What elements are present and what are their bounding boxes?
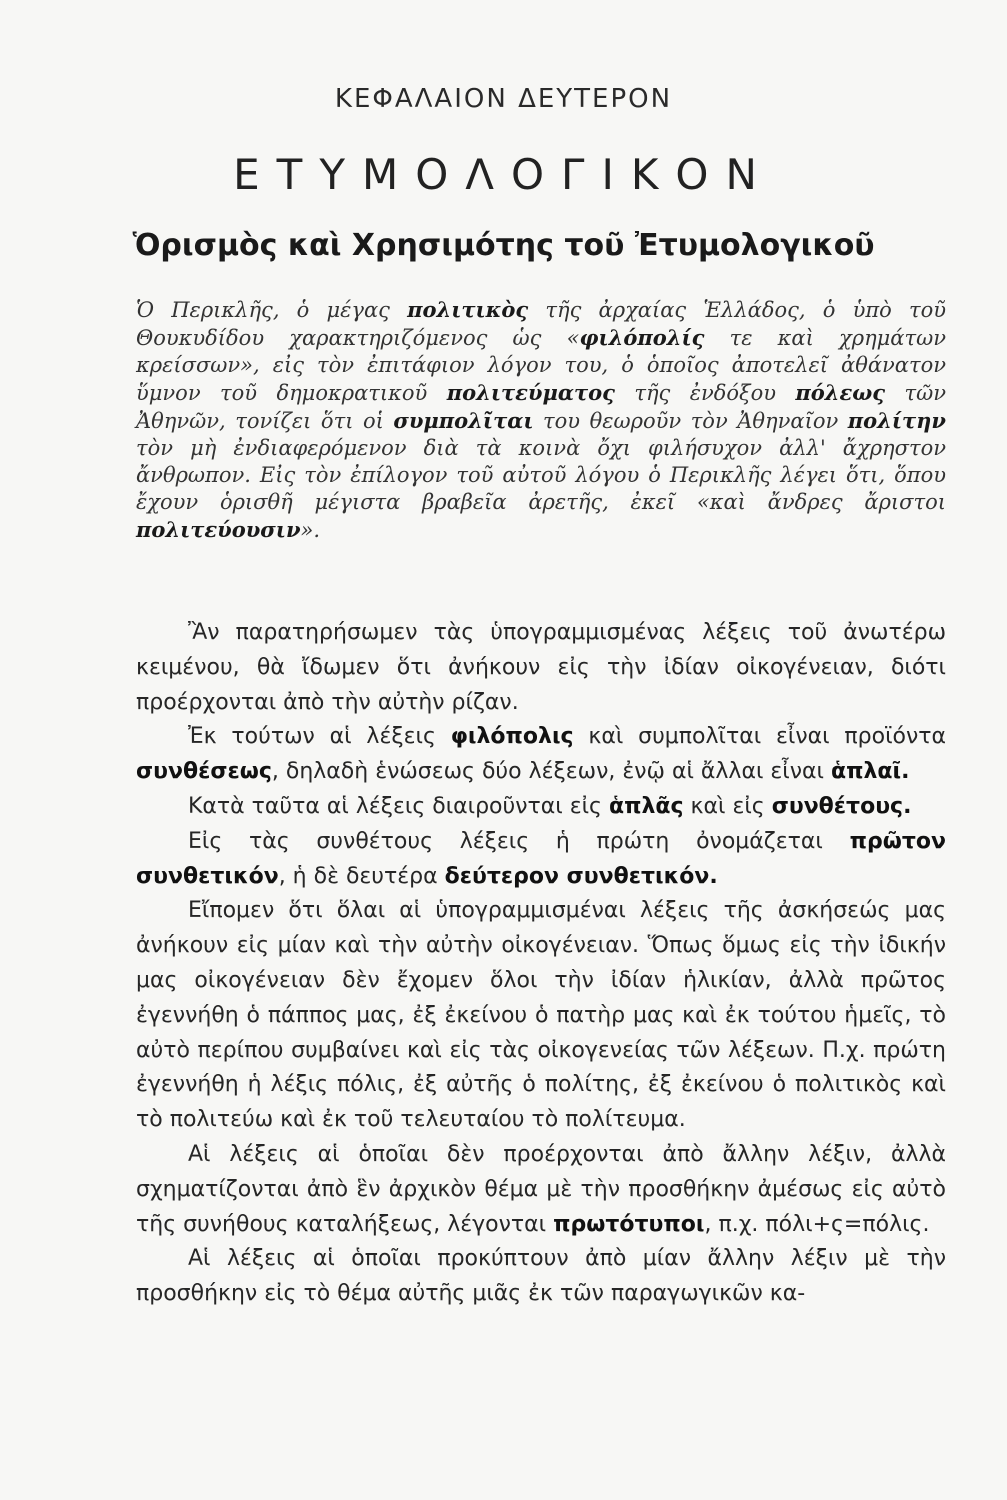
section-subtitle: Ὁρισμὸς καὶ Χρησιμότης τοῦ Ἐτυμολογικοῦ [132, 228, 875, 263]
pericles-quote-paragraph: Ὁ Περικλῆς, ὁ μέγας πολιτικὸς τῆς ἀρχαίας Ἑλλάδος, ὁ ὑπὸ τοῦ Θουκυδίδου χαρακτηριζόμενος ὡς «φιλόπολίς τε καὶ χρημάτων κρείσσων», εἰς τὸν ἐπιτάφιον λόγον του, ὁ ὁποῖος ἀποτελεῖ ἀθάνατον ὕμνον τοῦ δημοκρατικοῦ πολιτεύματος τῆς ἐνδόξου πόλεως τῶν Ἀθηνῶν, τονίζει ὅτι οἱ συμπολῖται του θεωροῦν τὸν Ἀθηναῖον πολίτην τὸν μὴ ἐνδιαφερόμενον διὰ τὰ κοινὰ ὄχι φιλήσυχον ἀλλ' ἄχρηστον ἄνθρωπον. Εἰς τὸν ἐπίλογον τοῦ αὐτοῦ λόγου ὁ Περικλῆς λέγει ὅτι, ὅπου ἔχουν ὁρισθῆ μέγιστα βραβεῖα ἀρετῆς, ἐκεῖ «καὶ ἄνδρες ἄριστοι πολιτεύουσιν». [136, 297, 946, 542]
highlighted-word: πολίτην [847, 408, 946, 433]
highlighted-word: πολιτεύουσιν [136, 517, 301, 542]
paragraph-7: Αἱ λέξεις αἱ ὁποῖαι προκύπτουν ἀπὸ μίαν ἄλλην λέξιν μὲ τὴν προσθήκην εἰς τὸ θέμα αὐτῆς μιᾶς ἐκ τῶν παραγωγικῶν κα- [136, 1246, 946, 1307]
highlighted-word: πολιτικὸς [407, 297, 529, 322]
paragraph-1: Ἂν παρατηρήσωμεν τὰς ὑπογραμμισμένας λέξεις τοῦ ἀνωτέρω κειμένου, θὰ ἴδωμεν ὅτι ἀνήκουν εἰς τὴν ἰδίαν οἰκογένειαν, διότι προέρχονται ἀπὸ τὴν αὐτὴν ρίζαν. [136, 620, 946, 715]
highlighted-word: συμπολῖται [393, 408, 534, 433]
highlighted-word: πόλεως [795, 380, 886, 405]
page-title: ΕΤΥΜΟΛΟΓΙΚΟΝ [233, 150, 774, 199]
paragraph-5: Εἴπομεν ὅτι ὅλαι αἱ ὑπογραμμισμέναι λέξεις τῆς ἀσκήσεώς μας ἀνήκουν εἰς μίαν καὶ τὴν αὐτὴν οἰκογένειαν. Ὅπως ὅμως εἰς τὴν ἰδικήν μας οἰκογένειαν δὲν ἔχομεν ὅλοι τὴν ἰδίαν ἡλικίαν, ἀλλὰ πρῶτος ἐγεννήθη ὁ πάππος μας, ἐξ ἐκείνου ὁ πατὴρ μας καὶ ἐκ τούτου ἡμεῖς, τὸ αὐτὸ περίπου συμβαίνει καὶ εἰς τὰς οἰκογενείας τῶν λέξεων. Π.χ. πρώτη ἐγεννήθη ἡ λέξις πόλις, ἐξ αὐτῆς ὁ πολίτης, ἐξ ἐκείνου ὁ πολιτικὸς καὶ τὸ πολιτεύω καὶ ἐκ τοῦ τελευταίου τὸ πολίτευμα. [136, 898, 946, 1133]
chapter-heading: ΚΕΦΑΛΑΙΟΝ ΔΕΥΤΕΡΟΝ [334, 84, 673, 114]
body-text [136, 616, 946, 1312]
highlighted-word: φιλόπολίς [579, 325, 705, 350]
paragraph-4: Εἰς τὰς συνθέτους λέξεις ἡ πρώτη ὀνομάζεται πρῶτον συνθετικόν, ἡ δὲ δευτέρα δεύτερον συνθετικόν. [136, 828, 946, 889]
paragraph-3: Κατὰ ταῦτα αἱ λέξεις διαιροῦνται εἰς ἁπλᾶς καὶ εἰς συνθέτους. [188, 793, 912, 819]
paragraph-6: Αἱ λέξεις αἱ ὁποῖαι δὲν προέρχονται ἀπὸ ἄλλην λέξιν, ἀλλὰ σχηματίζονται ἀπὸ ἓν ἀρχικὸν θέμα μὲ τὴν προσθήκην ἀμέσως εἰς αὐτὸ τῆς συνήθους καταλήξεως, λέγονται πρωτότυποι, π.χ. πόλι+ς=πόλις. [136, 1141, 946, 1237]
highlighted-word: πολιτεύματος [446, 380, 615, 405]
paragraph-2: Ἐκ τούτων αἱ λέξεις φιλόπολις καὶ συμπολῖται εἶναι προϊόντα συνθέσεως, δηλαδὴ ἑνώσεως δύο λέξεων, ἐνῷ αἱ ἄλλαι εἶναι ἁπλαῖ. [136, 724, 946, 785]
